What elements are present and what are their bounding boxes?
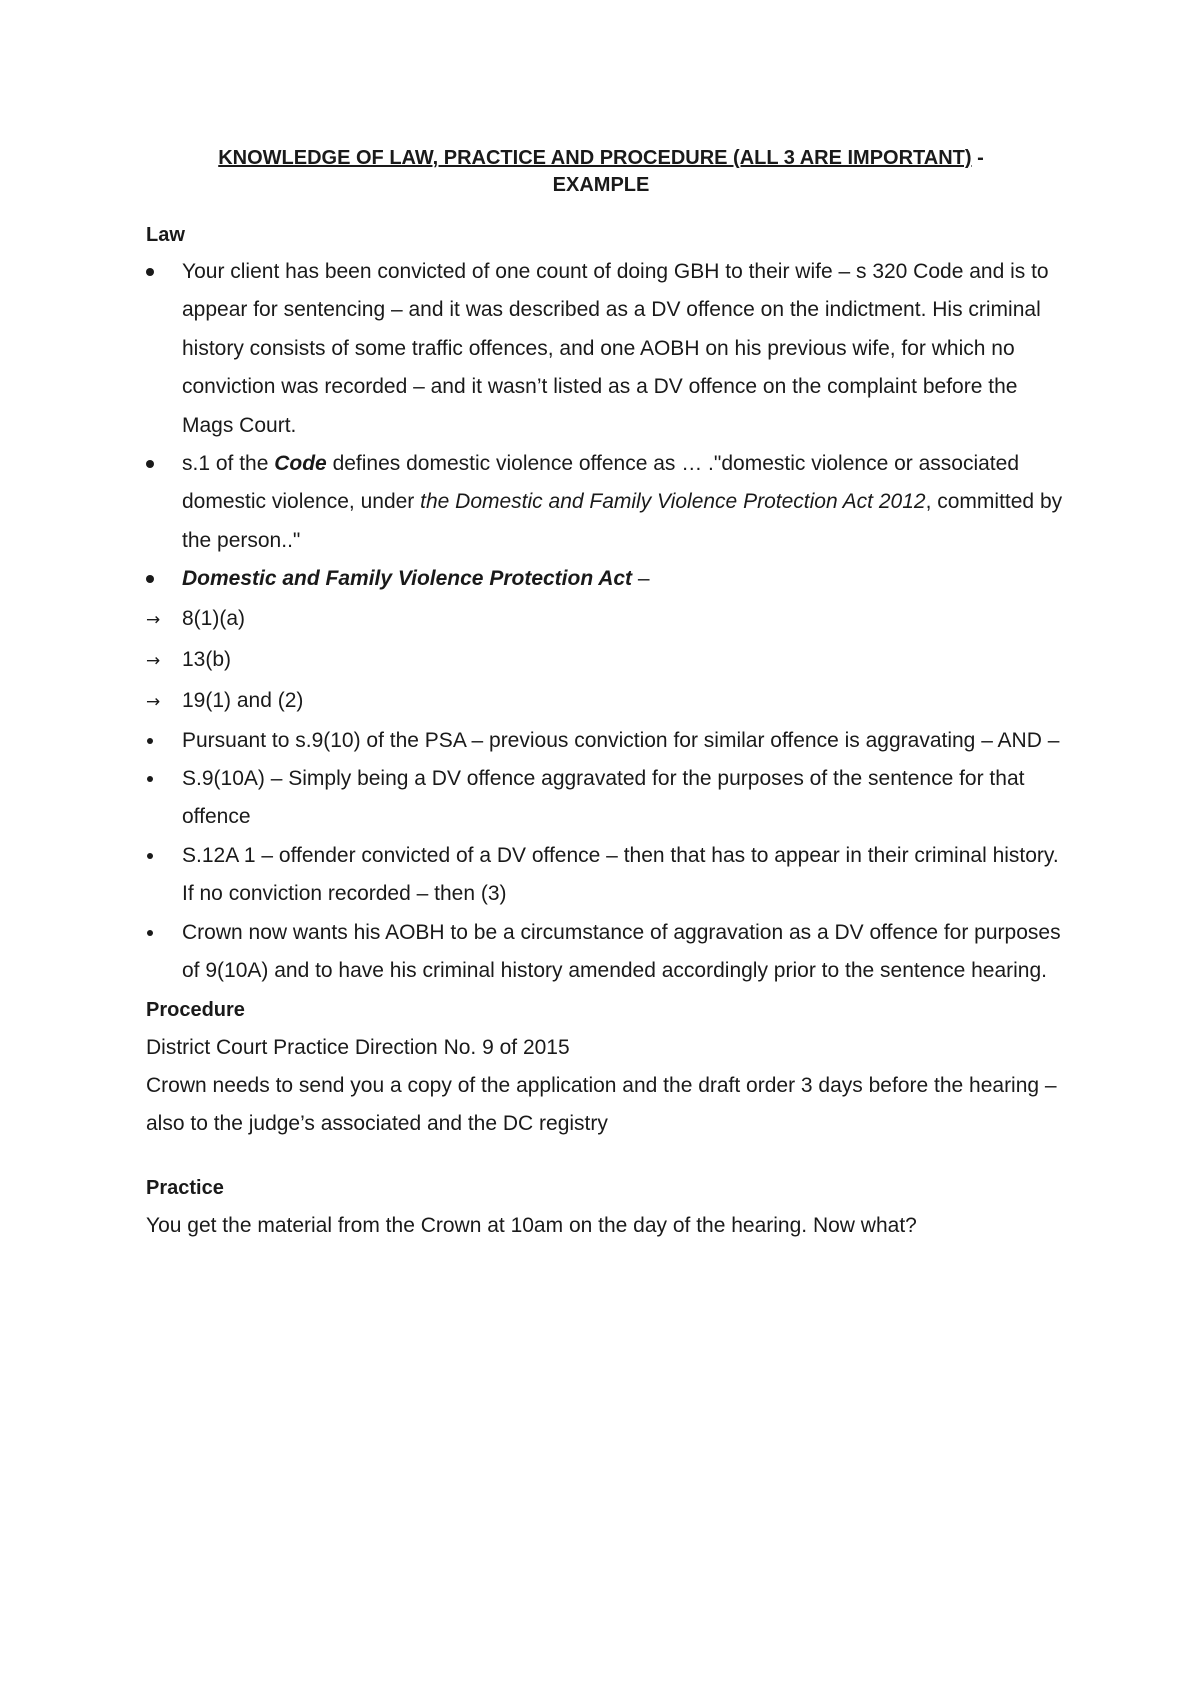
list-item bbox=[146, 253, 1066, 445]
list-item bbox=[146, 445, 1066, 560]
act-italic: the Domestic and Family Violence Protection Act 2012 bbox=[420, 490, 926, 514]
procedure-direction: District Court Practice Direction No. 9 of 2015 bbox=[146, 1035, 570, 1059]
sublist-text: 19(1) and (2) bbox=[182, 688, 304, 712]
bullet-icon bbox=[147, 738, 153, 744]
bullet-text-post: , committed by the person.." bbox=[182, 490, 1063, 552]
section-sublist bbox=[146, 599, 1066, 722]
list-item bbox=[146, 722, 1066, 760]
bullet-icon bbox=[146, 268, 154, 276]
law-heading: Law bbox=[146, 224, 185, 246]
list-item bbox=[146, 837, 1066, 914]
law-bullet-list bbox=[146, 253, 1066, 599]
code-emphasis: Code bbox=[274, 452, 327, 476]
bullet-icon bbox=[147, 930, 153, 936]
title-underlined: KNOWLEDGE OF LAW, PRACTICE AND PROCEDURE (ALL 3 ARE IMPORTANT) bbox=[218, 147, 972, 169]
bullet-text: Your client has been convicted of one count of doing GBH to their wife – s 320 Code and is to appear for sentencing – and it was described as a DV offence on the indictment. His criminal history consists of some traffic offences, and one AOBH on his previous wife, for which no conviction was recorded – and it wasn’t listed as a DV offence on the complaint before the Mags Court. bbox=[182, 260, 1049, 437]
bullet-text-pre: s.1 of the bbox=[182, 452, 275, 476]
spacer bbox=[146, 1143, 1066, 1169]
bullet-icon bbox=[147, 776, 153, 782]
bullet-text-mid: defines domestic violence offence as … ."domestic violence or associated domestic violence, under bbox=[182, 452, 1019, 514]
document-title bbox=[146, 145, 1056, 199]
bullet-text: S.9(10A) – Simply being a DV offence aggravated for the purposes of the sentence for that offence bbox=[182, 767, 1025, 829]
sublist-item bbox=[146, 640, 1066, 681]
procedure-text: Crown needs to send you a copy of the application and the draft order 3 days before the hearing – also to the judge’s associated and the DC registry bbox=[146, 1073, 1057, 1135]
procedure-heading: Procedure bbox=[146, 998, 245, 1021]
sublist-item bbox=[146, 599, 1066, 640]
law-bullet-list-continued bbox=[146, 722, 1066, 991]
bullet-text: Pursuant to s.9(10) of the PSA – previous conviction for similar offence is aggravating – AND – bbox=[182, 728, 1060, 752]
sublist-text: 8(1)(a) bbox=[182, 606, 246, 630]
act-dash: – bbox=[632, 567, 650, 591]
bullet-text: S.12A 1 – offender convicted of a DV offence – then that has to appear in their criminal history. If no conviction recorded – then (3) bbox=[182, 843, 1059, 906]
bullet-icon bbox=[146, 575, 154, 583]
list-item bbox=[146, 560, 1066, 598]
sublist-text: 13(b) bbox=[182, 647, 232, 671]
bullet-icon bbox=[146, 460, 154, 468]
arrow-right-icon: → bbox=[146, 609, 161, 630]
title-line2: EXAMPLE bbox=[552, 174, 650, 196]
practice-heading: Practice bbox=[146, 1176, 224, 1199]
list-item bbox=[146, 914, 1066, 991]
bullet-text: Crown now wants his AOBH to be a circumstance of aggravation as a DV offence for purposes of 9(10A) and to have his criminal history amended accordingly prior to the sentence hearing. bbox=[182, 920, 1061, 983]
sublist-item bbox=[146, 681, 1066, 722]
bullet-icon bbox=[147, 853, 153, 859]
document-body bbox=[146, 145, 1066, 1245]
arrow-right-icon: → bbox=[146, 650, 161, 671]
arrow-right-icon: → bbox=[146, 691, 161, 712]
practice-text: You get the material from the Crown at 10am on the day of the hearing. Now what? bbox=[146, 1213, 917, 1237]
act-title: Domestic and Family Violence Protection Act bbox=[182, 567, 633, 591]
title-suffix: - bbox=[971, 147, 984, 169]
list-item bbox=[146, 760, 1066, 837]
